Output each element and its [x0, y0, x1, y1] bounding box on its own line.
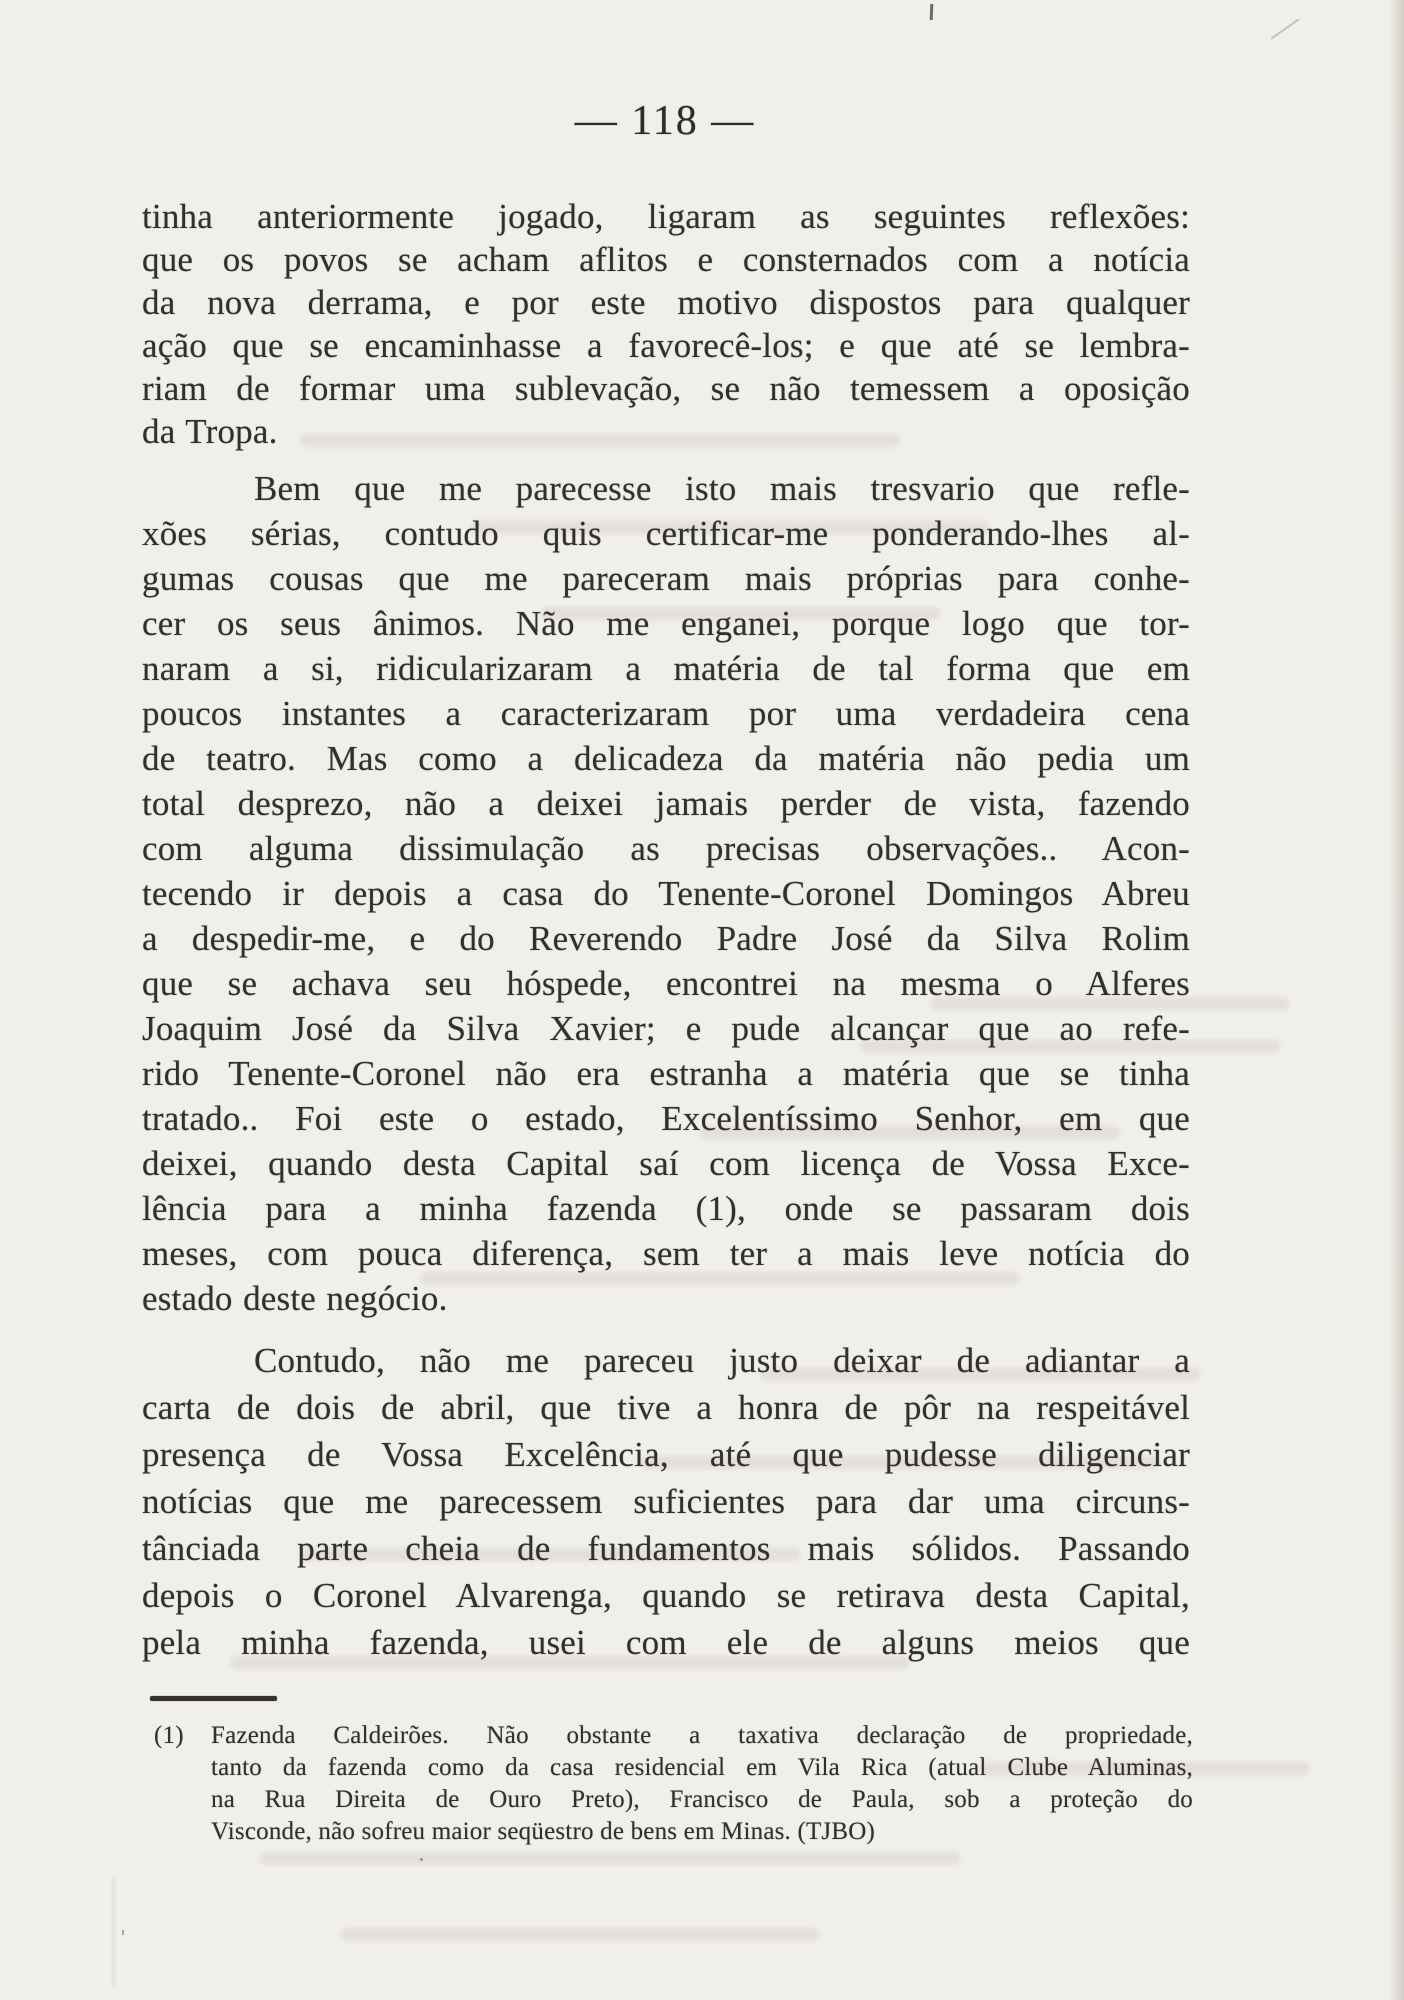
text-line: ação que se encaminhasse a favorecê-los; e que até se lembra-	[142, 326, 1190, 365]
paragraph-2	[142, 466, 1190, 1321]
text-line: pela minha fazenda, usei com ele de alguns meios que	[142, 1623, 1190, 1662]
text-line: estado deste negócio.	[142, 1279, 448, 1318]
footnote-text	[211, 1720, 1193, 1848]
text-line: Fazenda Caldeirões. Não obstante a taxativa declaração de propriedade,	[211, 1722, 1193, 1749]
text-line: poucos instantes a caracterizaram por uma verdadeira cena	[142, 694, 1190, 733]
scan-speck	[420, 1858, 423, 1861]
text-line: deixei, quando desta Capital saí com licença de Vossa Exce-	[142, 1144, 1190, 1183]
text-line: da Tropa.	[142, 412, 278, 451]
text-line: tanto da fazenda como da casa residencial em Vila Rica (atual Clube Aluminas,	[211, 1754, 1193, 1781]
scan-speck	[122, 1930, 124, 1935]
text-line: a despedir-me, e do Reverendo Padre José da Silva Rolim	[142, 919, 1190, 958]
showthrough-ghost	[340, 1928, 820, 1941]
text-line: Visconde, não sofreu maior seqüestro de bens em Minas. (TJBO)	[211, 1818, 876, 1845]
text-line: naram a si, ridicularizaram a matéria de tal forma que em	[142, 649, 1190, 688]
text-line: rido Tenente-Coronel não era estranha a matéria que se tinha	[142, 1054, 1190, 1093]
footnote	[154, 1720, 1194, 1848]
scan-speck	[1271, 18, 1300, 39]
text-line: tânciada parte cheia de fundamentos mais sólidos. Passando	[142, 1529, 1190, 1568]
text-line: na Rua Direita de Ouro Preto), Francisco de Paula, sob a proteção do	[211, 1786, 1193, 1813]
text-line: que se achava seu hóspede, encontrei na mesma o Alferes	[142, 964, 1190, 1003]
paragraph-3	[142, 1337, 1190, 1666]
text-line: de teatro. Mas como a delicadeza da matéria não pedia um	[142, 739, 1190, 778]
text-line: Contudo, não me pareceu justo deixar de adiantar a	[254, 1341, 1190, 1380]
footnote-marker: (1)	[154, 1722, 184, 1749]
text-line: carta de dois de abril, que tive a honra de pôr na respeitável	[142, 1388, 1190, 1427]
text-line: lência para a minha fazenda (1), onde se passaram dois	[142, 1189, 1190, 1228]
text-line: Joaquim José da Silva Xavier; e pude alcançar que ao refe-	[142, 1009, 1190, 1048]
page-number: — 118 —	[574, 98, 756, 144]
text-line: meses, com pouca diferença, sem ter a mais leve notícia do	[142, 1234, 1190, 1273]
text-line: tratado.. Foi este o estado, Excelentíssimo Senhor, em que	[142, 1099, 1190, 1138]
text-line: Bem que me parecesse isto mais tresvario que refle-	[254, 469, 1190, 508]
text-line: notícias que me parecessem suficientes para dar uma circuns-	[142, 1482, 1190, 1521]
text-line: total desprezo, não a deixei jamais perder de vista, fazendo	[142, 784, 1190, 823]
text-line: com alguma dissimulação as precisas observações.. Acon-	[142, 829, 1190, 868]
paragraph-continuation	[142, 195, 1190, 453]
text-line: da nova derrama, e por este motivo dispostos para qualquer	[142, 283, 1190, 322]
footnote-separator-rule	[150, 1696, 277, 1701]
text-line: que os povos se acham aflitos e consternados com a notícia	[142, 240, 1190, 279]
showthrough-ghost	[260, 1852, 960, 1865]
text-line: tecendo ir depois a casa do Tenente-Coronel Domingos Abreu	[142, 874, 1190, 913]
page-edge-shadow	[1388, 0, 1404, 2000]
text-line: tinha anteriormente jogado, ligaram as seguintes reflexões:	[142, 197, 1190, 236]
scan-speck	[930, 4, 934, 20]
text-line: riam de formar uma sublevação, se não temessem a oposição	[142, 369, 1190, 408]
scan-streak	[112, 1878, 115, 1988]
text-line: presença de Vossa Excelência, até que pudesse diligenciar	[142, 1435, 1190, 1474]
text-line: gumas cousas que me pareceram mais próprias para conhe-	[142, 559, 1190, 598]
text-line: depois o Coronel Alvarenga, quando se retirava desta Capital,	[142, 1576, 1190, 1615]
text-line: xões sérias, contudo quis certificar-me ponderando-lhes al-	[142, 514, 1190, 553]
text-line: cer os seus ânimos. Não me enganei, porque logo que tor-	[142, 604, 1190, 643]
